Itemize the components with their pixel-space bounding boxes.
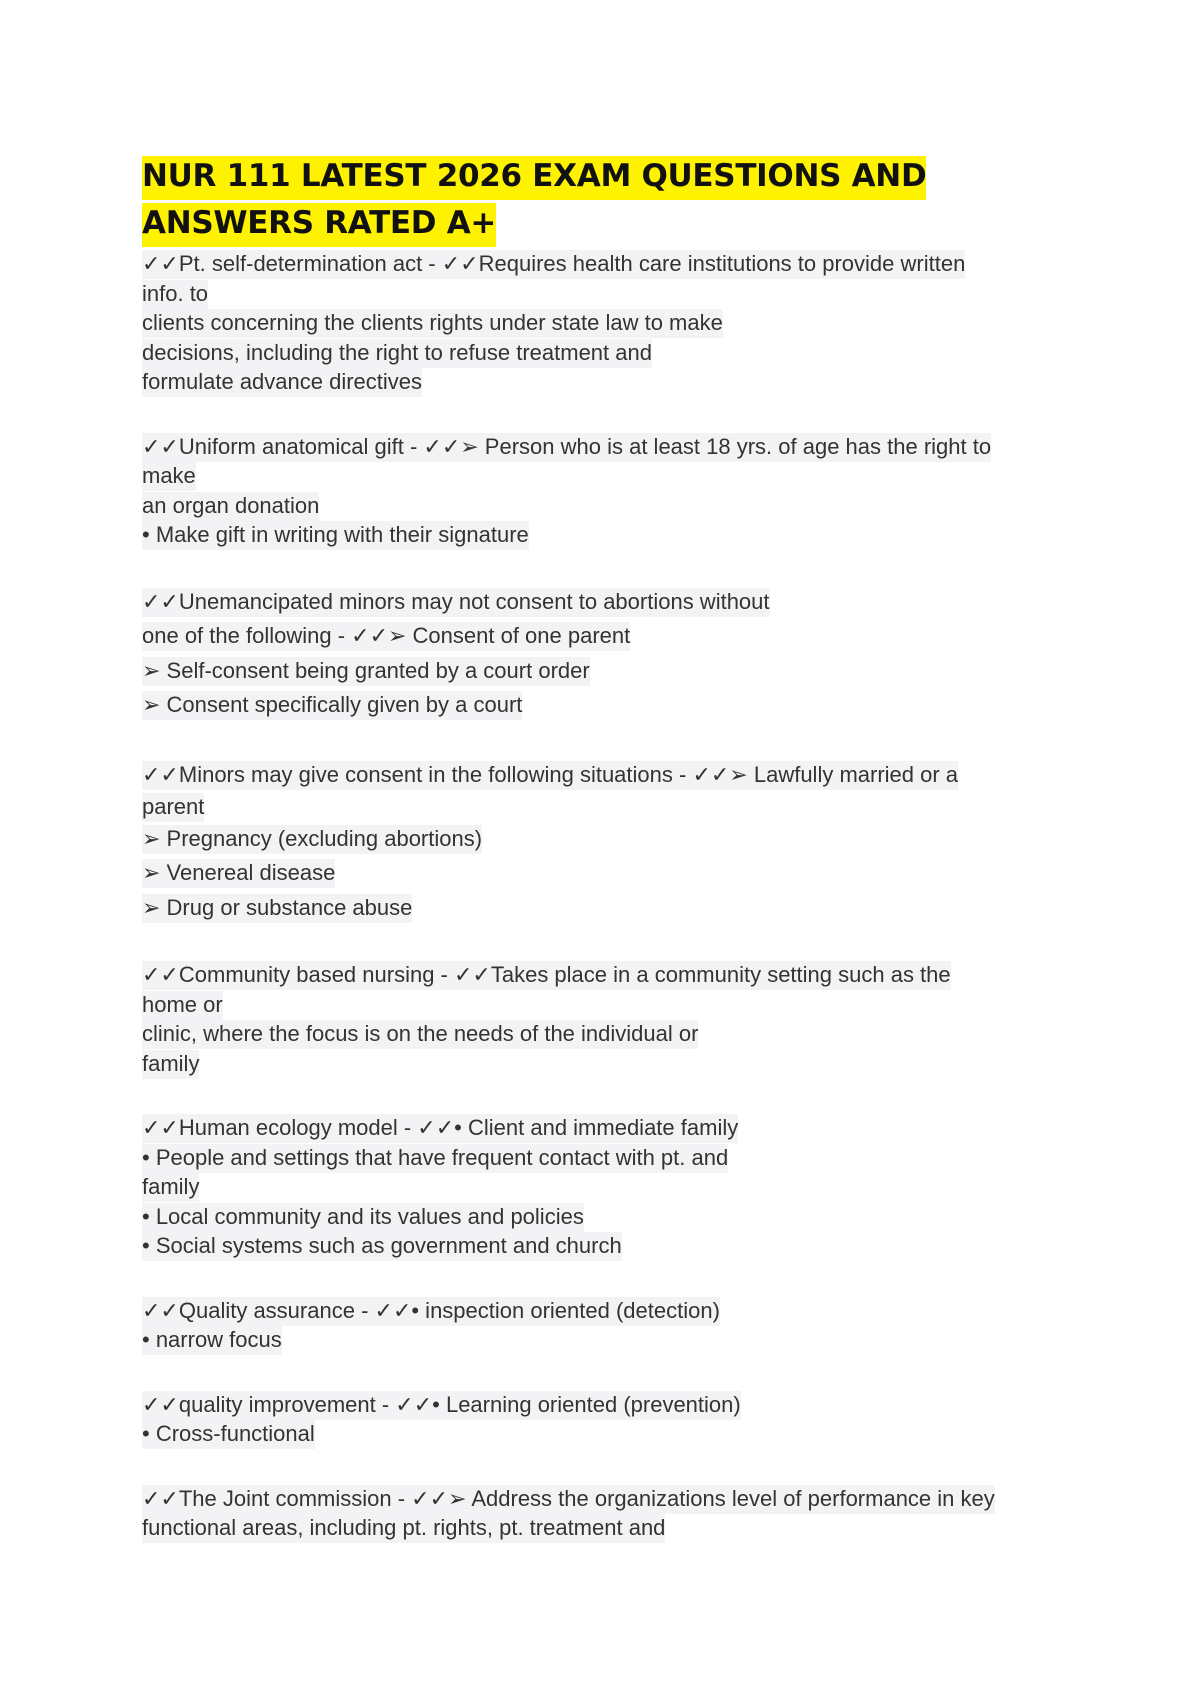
- entry-line: decisions, including the right to refuse treatment and: [142, 338, 1082, 368]
- qa-entry: [142, 585, 1082, 723]
- entry-line: ✓✓Human ecology model - ✓✓• Client and immediate family: [142, 1113, 1082, 1143]
- entry-line: make: [142, 461, 1082, 491]
- entry-line: clients concerning the clients rights under state law to make: [142, 308, 1082, 338]
- entry-line: ✓✓The Joint commission - ✓✓➢ Address the organizations level of performance in key: [142, 1484, 1082, 1514]
- entry-line: • Social systems such as government and church: [142, 1231, 1082, 1261]
- qa-entry: [142, 432, 1082, 550]
- entry-line: ➢ Consent specifically given by a court: [142, 688, 1082, 723]
- entry-line: ➢ Drug or substance abuse: [142, 891, 1082, 926]
- entry-line: family: [142, 1049, 1082, 1079]
- entry-line: ✓✓quality improvement - ✓✓• Learning oriented (prevention): [142, 1390, 1082, 1420]
- entry-line: ➢ Venereal disease: [142, 856, 1082, 891]
- entry-line: ✓✓Uniform anatomical gift - ✓✓➢ Person who is at least 18 yrs. of age has the right to: [142, 432, 1082, 462]
- entry-line: • Make gift in writing with their signature: [142, 520, 1082, 550]
- entry-line: ✓✓Minors may give consent in the following situations - ✓✓➢ Lawfully married or a: [142, 758, 1082, 793]
- entry-line: ➢ Self-consent being granted by a court order: [142, 654, 1082, 689]
- entry-line: ✓✓Community based nursing - ✓✓Takes place in a community setting such as the: [142, 960, 1082, 990]
- qa-entry: [142, 960, 1082, 1078]
- entry-line: functional areas, including pt. rights, pt. treatment and: [142, 1513, 1082, 1543]
- entry-line: formulate advance directives: [142, 367, 1082, 397]
- qa-entry: [142, 1113, 1082, 1261]
- document-title: [142, 153, 1082, 247]
- document-page: [142, 153, 1082, 1578]
- entry-line: info. to: [142, 279, 1082, 309]
- entry-line: home or: [142, 990, 1082, 1020]
- entry-line: ➢ Pregnancy (excluding abortions): [142, 822, 1082, 857]
- qa-entry: [142, 1484, 1082, 1543]
- qa-entry: [142, 1390, 1082, 1449]
- entry-line: ✓✓Pt. self-determination act - ✓✓Requires health care institutions to provide written: [142, 249, 1082, 279]
- entry-line: one of the following - ✓✓➢ Consent of one parent: [142, 619, 1082, 654]
- entry-line: an organ donation: [142, 491, 1082, 521]
- document-title-text: NUR 111 LATEST 2026 EXAM QUESTIONS AND ANSWERS RATED A+: [142, 156, 926, 247]
- entry-line: ✓✓Unemancipated minors may not consent to abortions without: [142, 585, 1082, 620]
- entry-line: parent: [142, 792, 1082, 822]
- entry-line: • narrow focus: [142, 1325, 1082, 1355]
- entry-line: • Cross-functional: [142, 1419, 1082, 1449]
- entry-line: • People and settings that have frequent contact with pt. and: [142, 1143, 1082, 1173]
- qa-entry: [142, 758, 1082, 926]
- qa-entry: [142, 249, 1082, 397]
- entry-line: ✓✓Quality assurance - ✓✓• inspection oriented (detection): [142, 1296, 1082, 1326]
- entry-line: family: [142, 1172, 1082, 1202]
- entry-line: • Local community and its values and policies: [142, 1202, 1082, 1232]
- qa-entry: [142, 1296, 1082, 1355]
- entry-line: clinic, where the focus is on the needs of the individual or: [142, 1019, 1082, 1049]
